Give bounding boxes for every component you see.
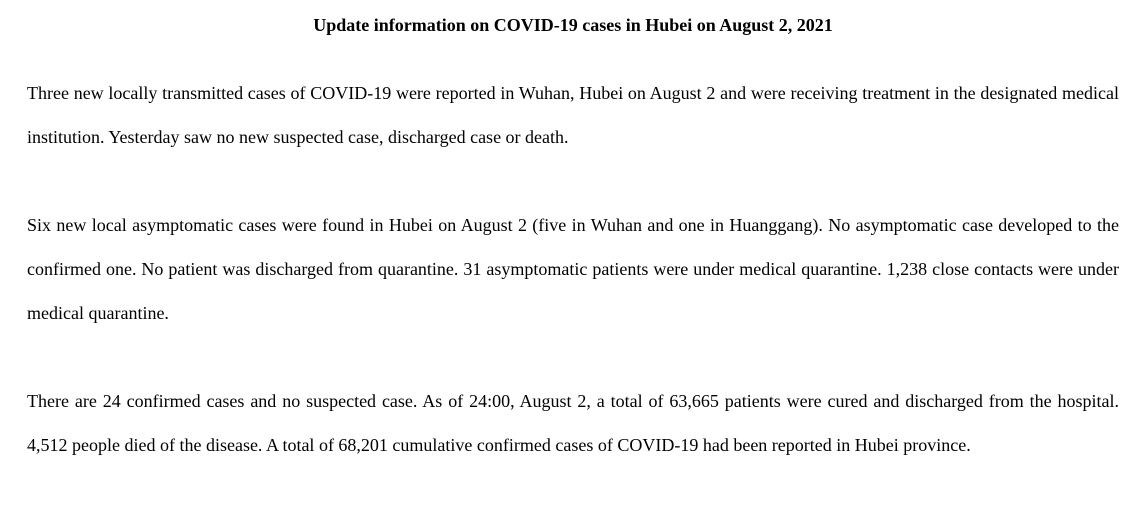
paragraph-totals: There are 24 confirmed cases and no suspected case. As of 24:00, August 2, a total of 63,665 patients were cured and discharged from the hospital. 4,512 people died of the disease. A total of 68,201 cumulative confirmed cases of COVID-19 had been reported in Hubei province. [27,391,1119,455]
page-title: Update information on COVID-19 cases in Hubei on August 2, 2021 [313,15,833,35]
paragraph-confirmed-cases: Three new locally transmitted cases of COVID-19 were reported in Wuhan, Hubei on August 2 and were receiving treatment in the designated medical institution. Yesterday saw no new suspected case, discharged case or death. [27,83,1119,147]
paragraph-asymptomatic-cases: Six new local asymptomatic cases were found in Hubei on August 2 (five in Wuhan and one in Huanggang). No asymptomatic case developed to the confirmed one. No patient was discharged from quarantine. 31 asymptomatic patients were under medical quarantine. 1,238 close contacts were under medical quarantine. [27,215,1119,323]
